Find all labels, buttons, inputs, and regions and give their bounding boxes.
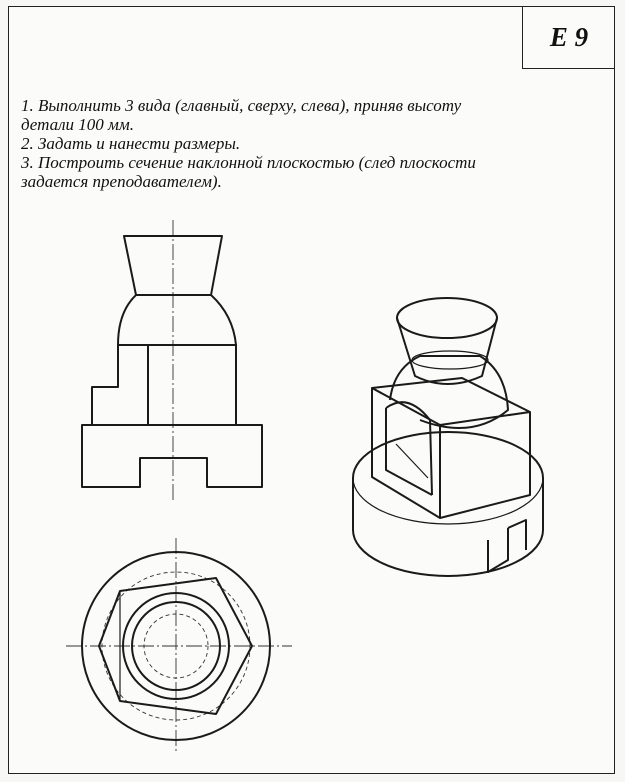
task-line-1: 1. Выполнить 3 вида (главный, сверху, слева), приняв высоту [21, 96, 462, 115]
task-line-4: 3. Построить сечение наклонной плоскостью (след плоскости [21, 153, 476, 172]
task-line-3: 2. Задать и нанести размеры. [21, 134, 241, 153]
top-view-drawing [66, 538, 292, 752]
task-line-5: задается преподавателем). [21, 172, 222, 191]
task-line-2: детали 100 мм. [21, 115, 134, 134]
front-view-drawing [82, 220, 262, 500]
isometric-view-drawing [353, 298, 543, 576]
variant-code: E 9 [522, 6, 615, 69]
